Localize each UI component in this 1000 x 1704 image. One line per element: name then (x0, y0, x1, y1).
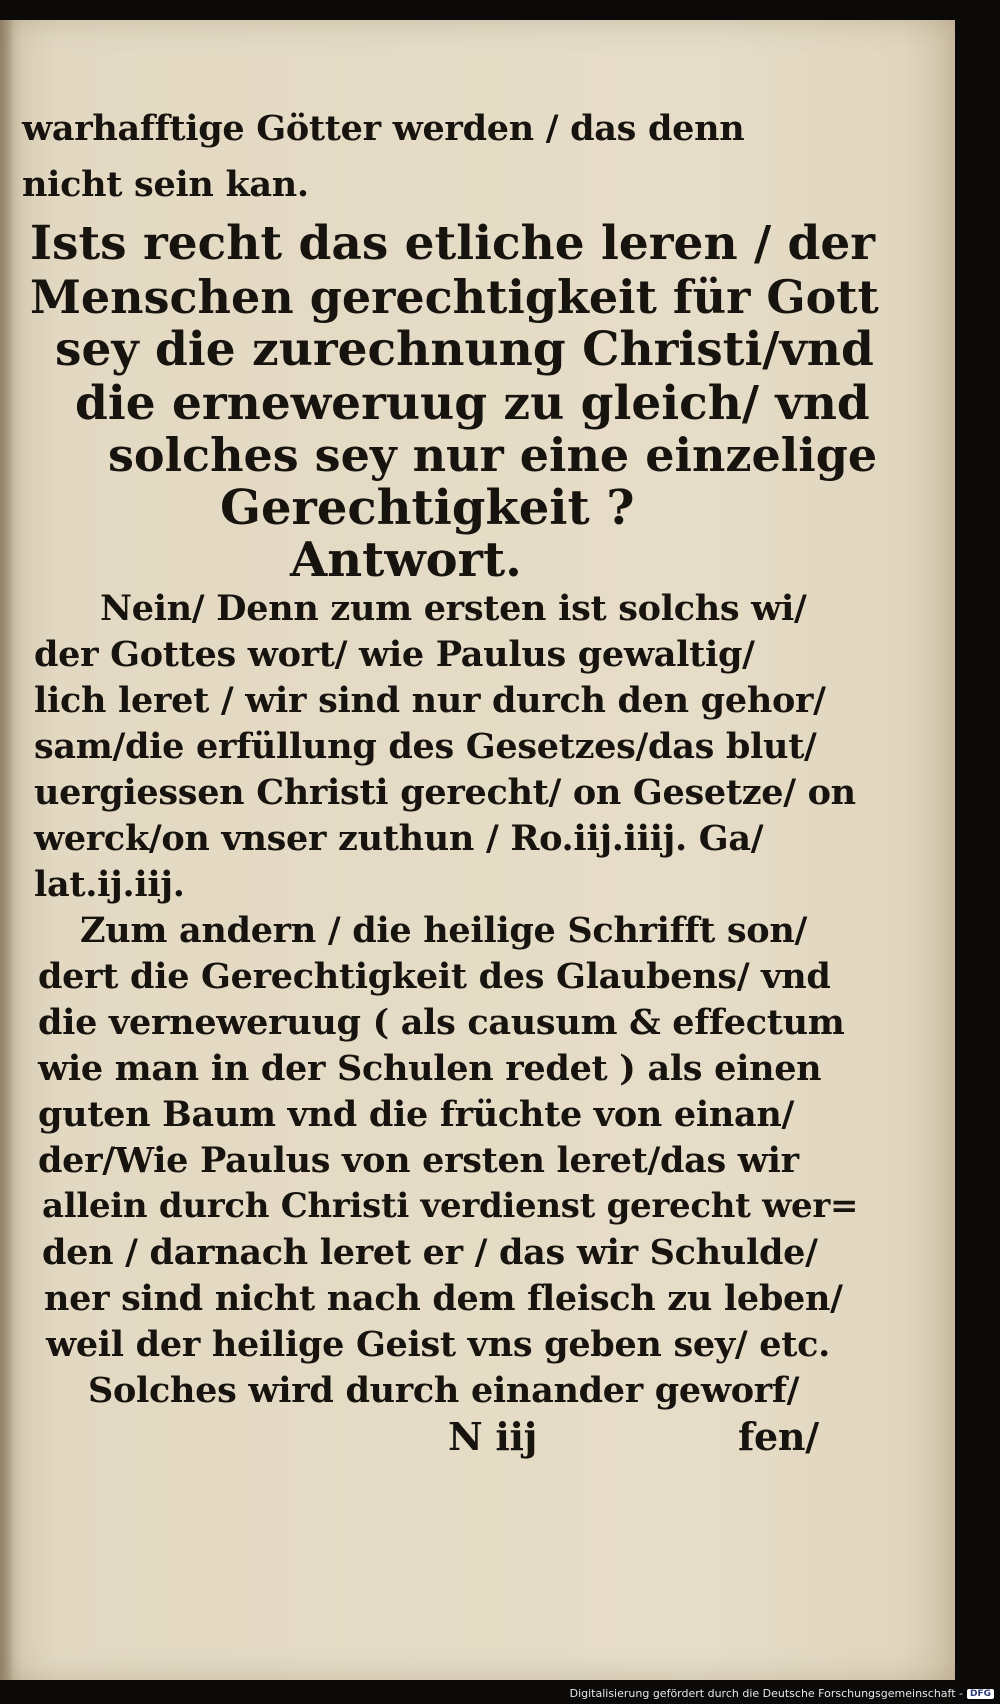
antwort-heading: Antwort. (290, 532, 522, 588)
text-line-10: Nein/ Denn zum ersten ist solchs wi/ (100, 588, 807, 629)
book-page (0, 20, 955, 1680)
text-line-15: werck/on vnser zuthun / Ro.iij.iiij. Ga/ (34, 818, 764, 859)
signature-mark: N iij (448, 1414, 538, 1459)
text-line-25: ner sind nicht nach dem fleisch zu leben/ (44, 1278, 843, 1319)
heading-line-3: sey die zurechnung Christi/vnd (55, 322, 874, 377)
text-line-14: uergiessen Christi gerecht/ on Gesetze/ on (34, 772, 856, 813)
text-line-2: nicht sein kan. (22, 164, 309, 205)
text-line-12: lich leret / wir sind nur durch den gehor/ (34, 680, 826, 721)
text-line-17: Zum andern / die heilige Schrifft son/ (80, 910, 807, 951)
text-line-22: der/Wie Paulus von ersten leret/das wir (38, 1140, 799, 1181)
dfg-logo: DFG (967, 1689, 994, 1699)
text-line-19: die verneweruug ( als causum & effectum (38, 1002, 845, 1043)
heading-line-1: Ists recht das etliche leren / der (30, 216, 876, 271)
text-line-27: Solches wird durch einander geworf/ (88, 1370, 800, 1411)
heading-line-4: die erneweruug zu gleich/ vnd (75, 376, 870, 431)
text-line-20: wie man in der Schulen redet ) als einen (38, 1048, 822, 1089)
text-line-16: lat.ij.iij. (34, 864, 185, 905)
text-line-21: guten Baum vnd die früchte von einan/ (38, 1094, 795, 1135)
text-line-24: den / darnach leret er / das wir Schulde/ (42, 1232, 818, 1273)
credit-text: Digitalisierung gefördert durch die Deutsche Forschungsgemeinschaft - (569, 1687, 963, 1700)
text-line-11: der Gottes wort/ wie Paulus gewaltig/ (34, 634, 755, 675)
catchword: fen/ (738, 1414, 819, 1459)
text-line-26: weil der heilige Geist vns geben sey/ etc. (46, 1324, 830, 1365)
text-line-13: sam/die erfüllung des Gesetzes/das blut/ (34, 726, 817, 767)
text-line-23: allein durch Christi verdienst gerecht wer= (42, 1186, 859, 1226)
digitization-credit (570, 1687, 994, 1700)
heading-line-6: Gerechtigkeit ? (220, 480, 635, 536)
text-line-1: warhafftige Götter werden / das denn (22, 108, 745, 149)
heading-line-5: solches sey nur eine einzelige (108, 428, 878, 482)
text-line-18: dert die Gerechtigkeit des Glaubens/ vnd (38, 956, 831, 997)
heading-line-2: Menschen gerechtigkeit für Gott (30, 270, 879, 324)
